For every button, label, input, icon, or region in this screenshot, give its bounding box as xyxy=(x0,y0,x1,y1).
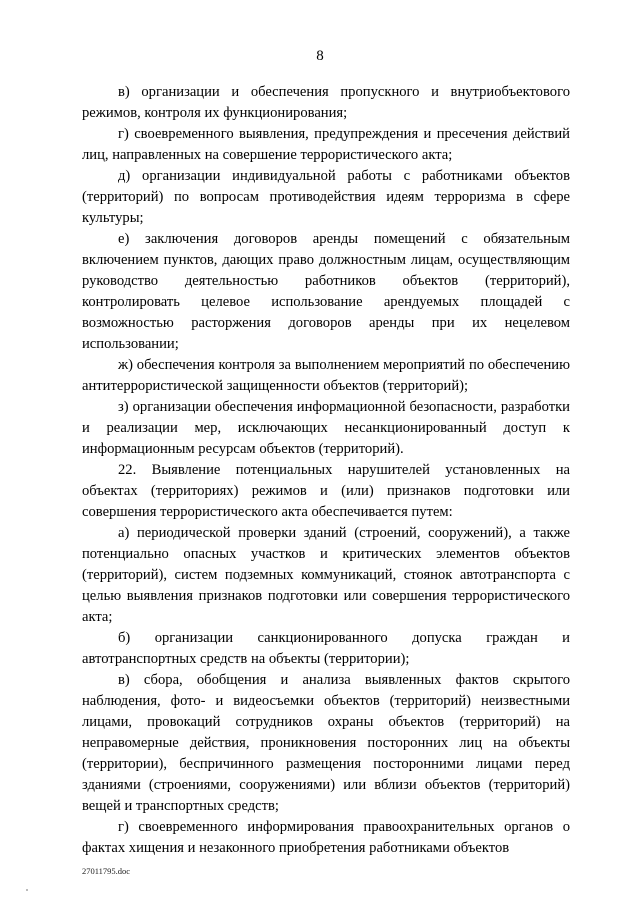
paragraph-g-informing: г) своевременного информирования правоохранительных органов о фактах хищения и незаконного приобретения работниками объектов xyxy=(82,819,570,856)
paragraph-z-information-security: з) организации обеспечения информационной безопасности, разработки и реализации мер, исключающих несанкционированный доступ к информационным ресурсам объектов (территорий). xyxy=(82,399,570,457)
paragraph-22-intro: 22. Выявление потенциальных нарушителей установленных на объектах (территориях) режимов и (или) признаков подготовки или совершения террористического акта обеспечивается путем: xyxy=(82,462,570,520)
paragraph-g-detection: г) своевременного выявления, предупреждения и пресечения действий лиц, направленных на совершение террористического акта; xyxy=(82,126,570,163)
paragraph-a-inspection: а) периодической проверки зданий (строений, сооружений), а также потенциально опасных участков и критических элементов объектов (территорий), систем подземных коммуникаций, стоянок автотранспорта с целью выявления признаков подготовки или совершения террористического акта; xyxy=(82,525,570,625)
paragraph-v-surveillance-analysis: в) сбора, обобщения и анализа выявленных фактов скрытого наблюдения, фото- и видеосъемки объектов (территорий) неизвестными лицами, провокаций сотрудников охраны объектов (территорий) на неправомерные действия, проникновения посторонних лиц на объекты (территории), беспричинного размещения посторонними лицами перед зданиями (строениями, сооружениями) или вблизи объектов (территорий) вещей и транспортных средств; xyxy=(82,672,570,814)
paragraph-zh-control: ж) обеспечения контроля за выполнением мероприятий по обеспечению антитеррористической защищенности объектов (территорий); xyxy=(82,357,570,394)
paragraph-b-admission: б) организации санкционированного допуска граждан и автотранспортных средств на объекты (территории); xyxy=(82,630,570,667)
footer-filename: 27011795.doc xyxy=(82,866,131,876)
paragraph-e-lease-contracts: е) заключения договоров аренды помещений с обязательным включением пунктов, дающих право должностным лицам, осуществляющим руководство деятельностью работников объектов (территорий), контролировать целевое использование арендуемых площадей с возможностью расторжения договоров аренды при их нецелевом использовании; xyxy=(82,231,570,352)
page-number: 8 xyxy=(316,48,324,64)
paragraph-v-access-regime: в) организации и обеспечения пропускного и внутриобъектового режимов, контроля их функционирования; xyxy=(82,84,570,121)
paragraph-d-individual-work: д) организации индивидуальной работы с работниками объектов (территорий) по вопросам противодействия идеям терроризма в сфере культуры; xyxy=(82,168,570,226)
document-body xyxy=(82,82,570,859)
scan-mark xyxy=(26,889,28,891)
